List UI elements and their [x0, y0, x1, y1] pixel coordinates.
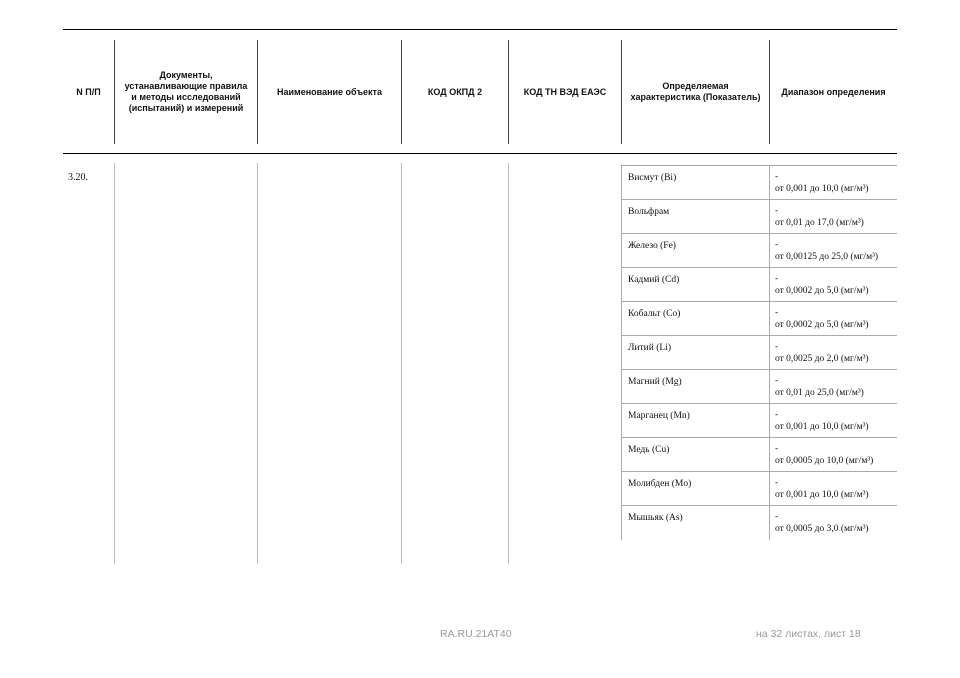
range-cell — [769, 166, 897, 200]
range-dash: - — [775, 274, 779, 284]
range-dash: - — [775, 206, 779, 216]
characteristic-cell — [621, 166, 769, 200]
range-dash: - — [775, 410, 779, 420]
characteristic-row — [621, 403, 897, 438]
range-dash: - — [775, 512, 779, 522]
document-id: RA.RU.21АТ40 — [440, 628, 512, 640]
range-value: от 0,0002 до 5,0 (мг/м³) — [775, 320, 869, 330]
characteristic-cell — [621, 370, 769, 404]
range-cell — [769, 472, 897, 506]
body-divider — [257, 163, 258, 564]
range-dash: - — [775, 308, 779, 318]
characteristic-name: Литий (Li) — [628, 343, 671, 353]
range-dash: - — [775, 444, 779, 454]
characteristic-row — [621, 437, 897, 472]
range-value: от 0,01 до 17,0 (мг/м³) — [775, 218, 864, 228]
characteristic-name: Вольфрам — [628, 207, 670, 217]
characteristic-cell — [621, 438, 769, 472]
range-cell — [769, 506, 897, 540]
body-divider — [114, 163, 115, 564]
range-value: от 0,0002 до 5,0 (мг/м³) — [775, 286, 869, 296]
characteristic-row — [621, 267, 897, 302]
characteristic-name: Железо (Fe) — [628, 241, 676, 251]
range-dash: - — [775, 376, 779, 386]
characteristic-row — [621, 335, 897, 370]
characteristic-name: Марганец (Mn) — [628, 411, 690, 421]
range-value: от 0,01 до 25,0 (мг/м³) — [775, 388, 864, 398]
range-dash: - — [775, 478, 779, 488]
characteristic-row — [621, 199, 897, 234]
characteristic-name: Мышьяк (As) — [628, 513, 683, 523]
body-divider — [401, 163, 402, 564]
range-cell — [769, 336, 897, 370]
range-cell — [769, 268, 897, 302]
characteristic-row — [621, 233, 897, 268]
range-value: от 0,001 до 10,0 (мг/м³) — [775, 422, 869, 432]
characteristic-row — [621, 369, 897, 404]
header-col-number: N П/П — [76, 86, 101, 97]
range-cell — [769, 438, 897, 472]
range-dash: - — [775, 172, 779, 182]
table-top-border — [63, 29, 897, 30]
range-cell — [769, 200, 897, 234]
range-value: от 0,001 до 10,0 (мг/м³) — [775, 184, 869, 194]
characteristic-cell — [621, 200, 769, 234]
characteristic-row — [621, 471, 897, 506]
characteristic-name: Кадмий (Cd) — [628, 275, 680, 285]
characteristic-cell — [621, 472, 769, 506]
characteristic-cell — [621, 268, 769, 302]
page-info: на 32 листах, лист 18 — [756, 628, 861, 640]
characteristic-cell — [621, 404, 769, 438]
characteristic-cell — [621, 234, 769, 268]
range-value: от 0,0025 до 2,0 (мг/м³) — [775, 354, 869, 364]
header-col-okpd: КОД ОКПД 2 — [427, 86, 483, 97]
characteristic-row — [621, 301, 897, 336]
characteristic-cell — [621, 506, 769, 540]
characteristic-name: Кобальт (Co) — [628, 309, 681, 319]
row-number: 3.20. — [68, 172, 88, 183]
characteristic-row — [621, 165, 897, 200]
characteristic-row — [621, 505, 897, 540]
range-cell — [769, 302, 897, 336]
characteristic-name: Висмут (Bi) — [628, 173, 677, 183]
range-value: от 0,0005 до 3,0 (мг/м³) — [775, 524, 869, 534]
range-value: от 0,0005 до 10,0 (мг/м³) — [775, 456, 874, 466]
range-dash: - — [775, 342, 779, 352]
range-cell — [769, 234, 897, 268]
range-value: от 0,00125 до 25,0 (мг/м³) — [775, 252, 879, 262]
body-divider — [508, 163, 509, 564]
characteristic-name: Медь (Cu) — [628, 445, 670, 455]
header-col-characteristic: Определяемая характеристика (Показатель) — [630, 81, 761, 102]
range-dash: - — [775, 240, 779, 250]
characteristic-name: Магний (Mg) — [628, 377, 682, 387]
characteristic-name: Молибден (Mo) — [628, 479, 692, 489]
range-value: от 0,001 до 10,0 (мг/м³) — [775, 490, 869, 500]
range-cell — [769, 404, 897, 438]
header-col-documents: Документы, устанавливающие правила и методы исследований (испытаний) и измерений — [124, 70, 248, 113]
header-bottom-border — [63, 153, 897, 154]
header-col-tnved: КОД ТН ВЭД ЕАЭС — [523, 86, 607, 97]
range-cell — [769, 370, 897, 404]
characteristic-cell — [621, 336, 769, 370]
header-col-object: Наименование объекта — [277, 86, 382, 97]
characteristic-cell — [621, 302, 769, 336]
header-col-range: Диапазон определения — [781, 86, 886, 97]
